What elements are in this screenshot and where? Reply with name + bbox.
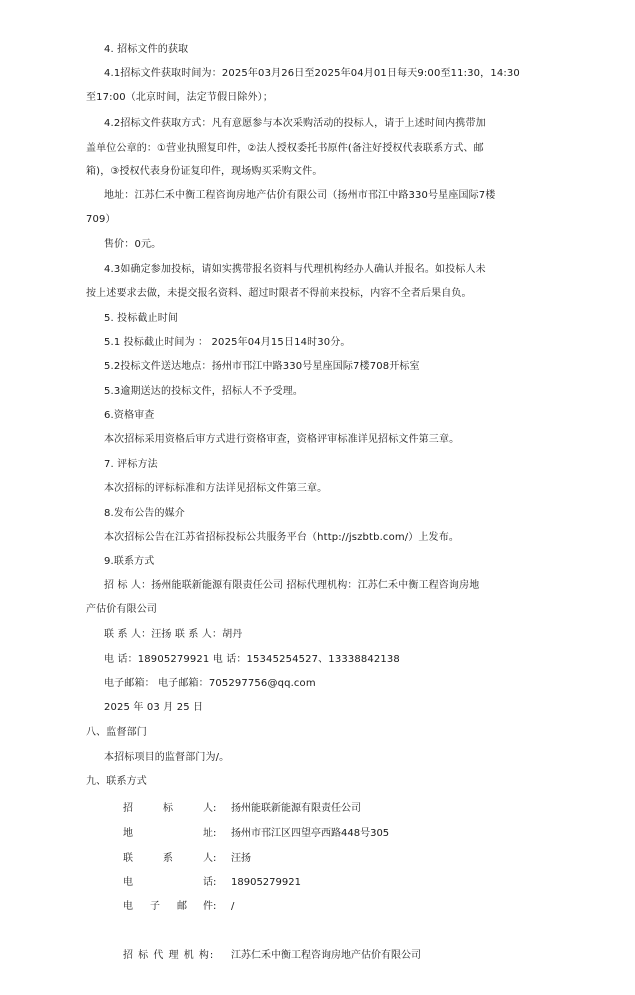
row-label-char: 子 [150,901,160,912]
section-4-2-line-3: 箱)，③授权代表身份证复印件，现场购买采购文件。 [86,166,323,177]
row-value: / [231,901,235,912]
agency-label: 招 标 代 理 机 构: [123,950,215,961]
row-label-char: 件: [203,901,217,912]
section-5-3: 5.3逾期送达的投标文件，招标人不予受理。 [104,386,304,397]
section-9-title: 9.联系方式 [104,556,155,567]
section-7-body: 本次招标的评标标准和方法详见招标文件第三章。 [104,483,328,494]
row-label-char: 人: [203,853,217,864]
row-value: 扬州市邗江区四望亭西路448号305 [231,828,390,839]
row-label-char: 人: [203,803,217,814]
section-6-title: 6.资格审查 [104,410,155,421]
contact-person-line: 联 系 人：汪扬 联 系 人：胡丹 [104,629,243,640]
row-label-char: 系 [163,853,173,864]
row-value: 扬州能联新能源有限责任公司 [231,803,361,814]
row-label-char: 址: [203,828,217,839]
phone-line: 电 话：18905279921 电 话：15345254527、13338842138 [104,654,400,665]
section-5-title: 5. 投标截止时间 [104,313,179,324]
section-5-1: 5.1 投标截止时间为 ： 2025年04月15日14时30分。 [104,337,351,348]
section-7-title: 7. 评标方法 [104,459,158,470]
section-4-1-line-2: 至17:00（北京时间，法定节假日除外）； [86,92,273,103]
row-label-char: 电 [123,877,133,888]
row-label-char: 电 [123,901,133,912]
section-8-body: 本次招标公告在江苏省招标投标公共服务平台（http://jszbtb.com/）上发布。 [104,532,459,543]
supervision-body: 本招标项目的监督部门为/。 [104,752,230,763]
section-5-2: 5.2投标文件送达地点：扬州市邗江中路330号星座国际7楼708开标室 [104,361,420,372]
section-4-3-line-2: 按上述要求去做，未提交报名资料、超过时限者不得前来投标，内容不全者后果自负。 [86,288,472,299]
section-4-2-line-1: 4.2招标文件获取方式：凡有意愿参与本次采购活动的投标人，请于上述时间内携带加 [104,118,486,129]
signature-date: 2025 年 03 月 25 日 [104,702,204,713]
row-label-char: 标 [163,803,173,814]
section-4-1-line-1: 4.1招标文件获取时间为：2025年03月26日至2025年04月01日每天9:00至11:30，14:30 [104,68,520,79]
row-label-char: 联 [123,853,133,864]
row-value: 18905279921 [231,877,301,888]
contact-heading: 九、联系方式 [86,776,147,787]
section-9-line-1: 招 标 人：扬州能联新能源有限责任公司 招标代理机构：江苏仁禾中衡工程咨询房地 [104,580,480,591]
address-line-2: 709） [86,214,116,225]
agency-value: 江苏仁禾中衡工程咨询房地产估价有限公司 [231,950,421,961]
supervision-heading: 八、监督部门 [86,727,147,738]
section-4-title: 4. 招标文件的获取 [104,44,189,55]
price-line: 售价：0元。 [104,239,162,250]
row-label-char: 地 [123,828,133,839]
row-label-char: 话: [203,877,217,888]
section-8-title: 8.发布公告的媒介 [104,508,185,519]
section-9-line-2: 产估价有限公司 [86,604,158,615]
address-line-1: 地址：江苏仁禾中衡工程咨询房地产估价有限公司（扬州市邗江中路330号星座国际7楼 [104,190,496,201]
section-4-3-line-1: 4.3如确定参加投标，请如实携带报名资料与代理机构经办人确认并报名。如投标人未 [104,264,486,275]
email-line: 电子邮箱： 电子邮箱：705297756@qq.com [104,678,316,689]
section-6-body: 本次招标采用资格后审方式进行资格审查，资格评审标准详见招标文件第三章。 [104,434,460,445]
section-4-2-line-2: 盖单位公章的：①营业执照复印件，②法人授权委托书原件(备注好授权代表联系方式、邮 [86,143,484,154]
row-label-char: 招 [123,803,133,814]
row-label-char: 邮 [177,901,187,912]
row-value: 汪扬 [231,853,251,864]
